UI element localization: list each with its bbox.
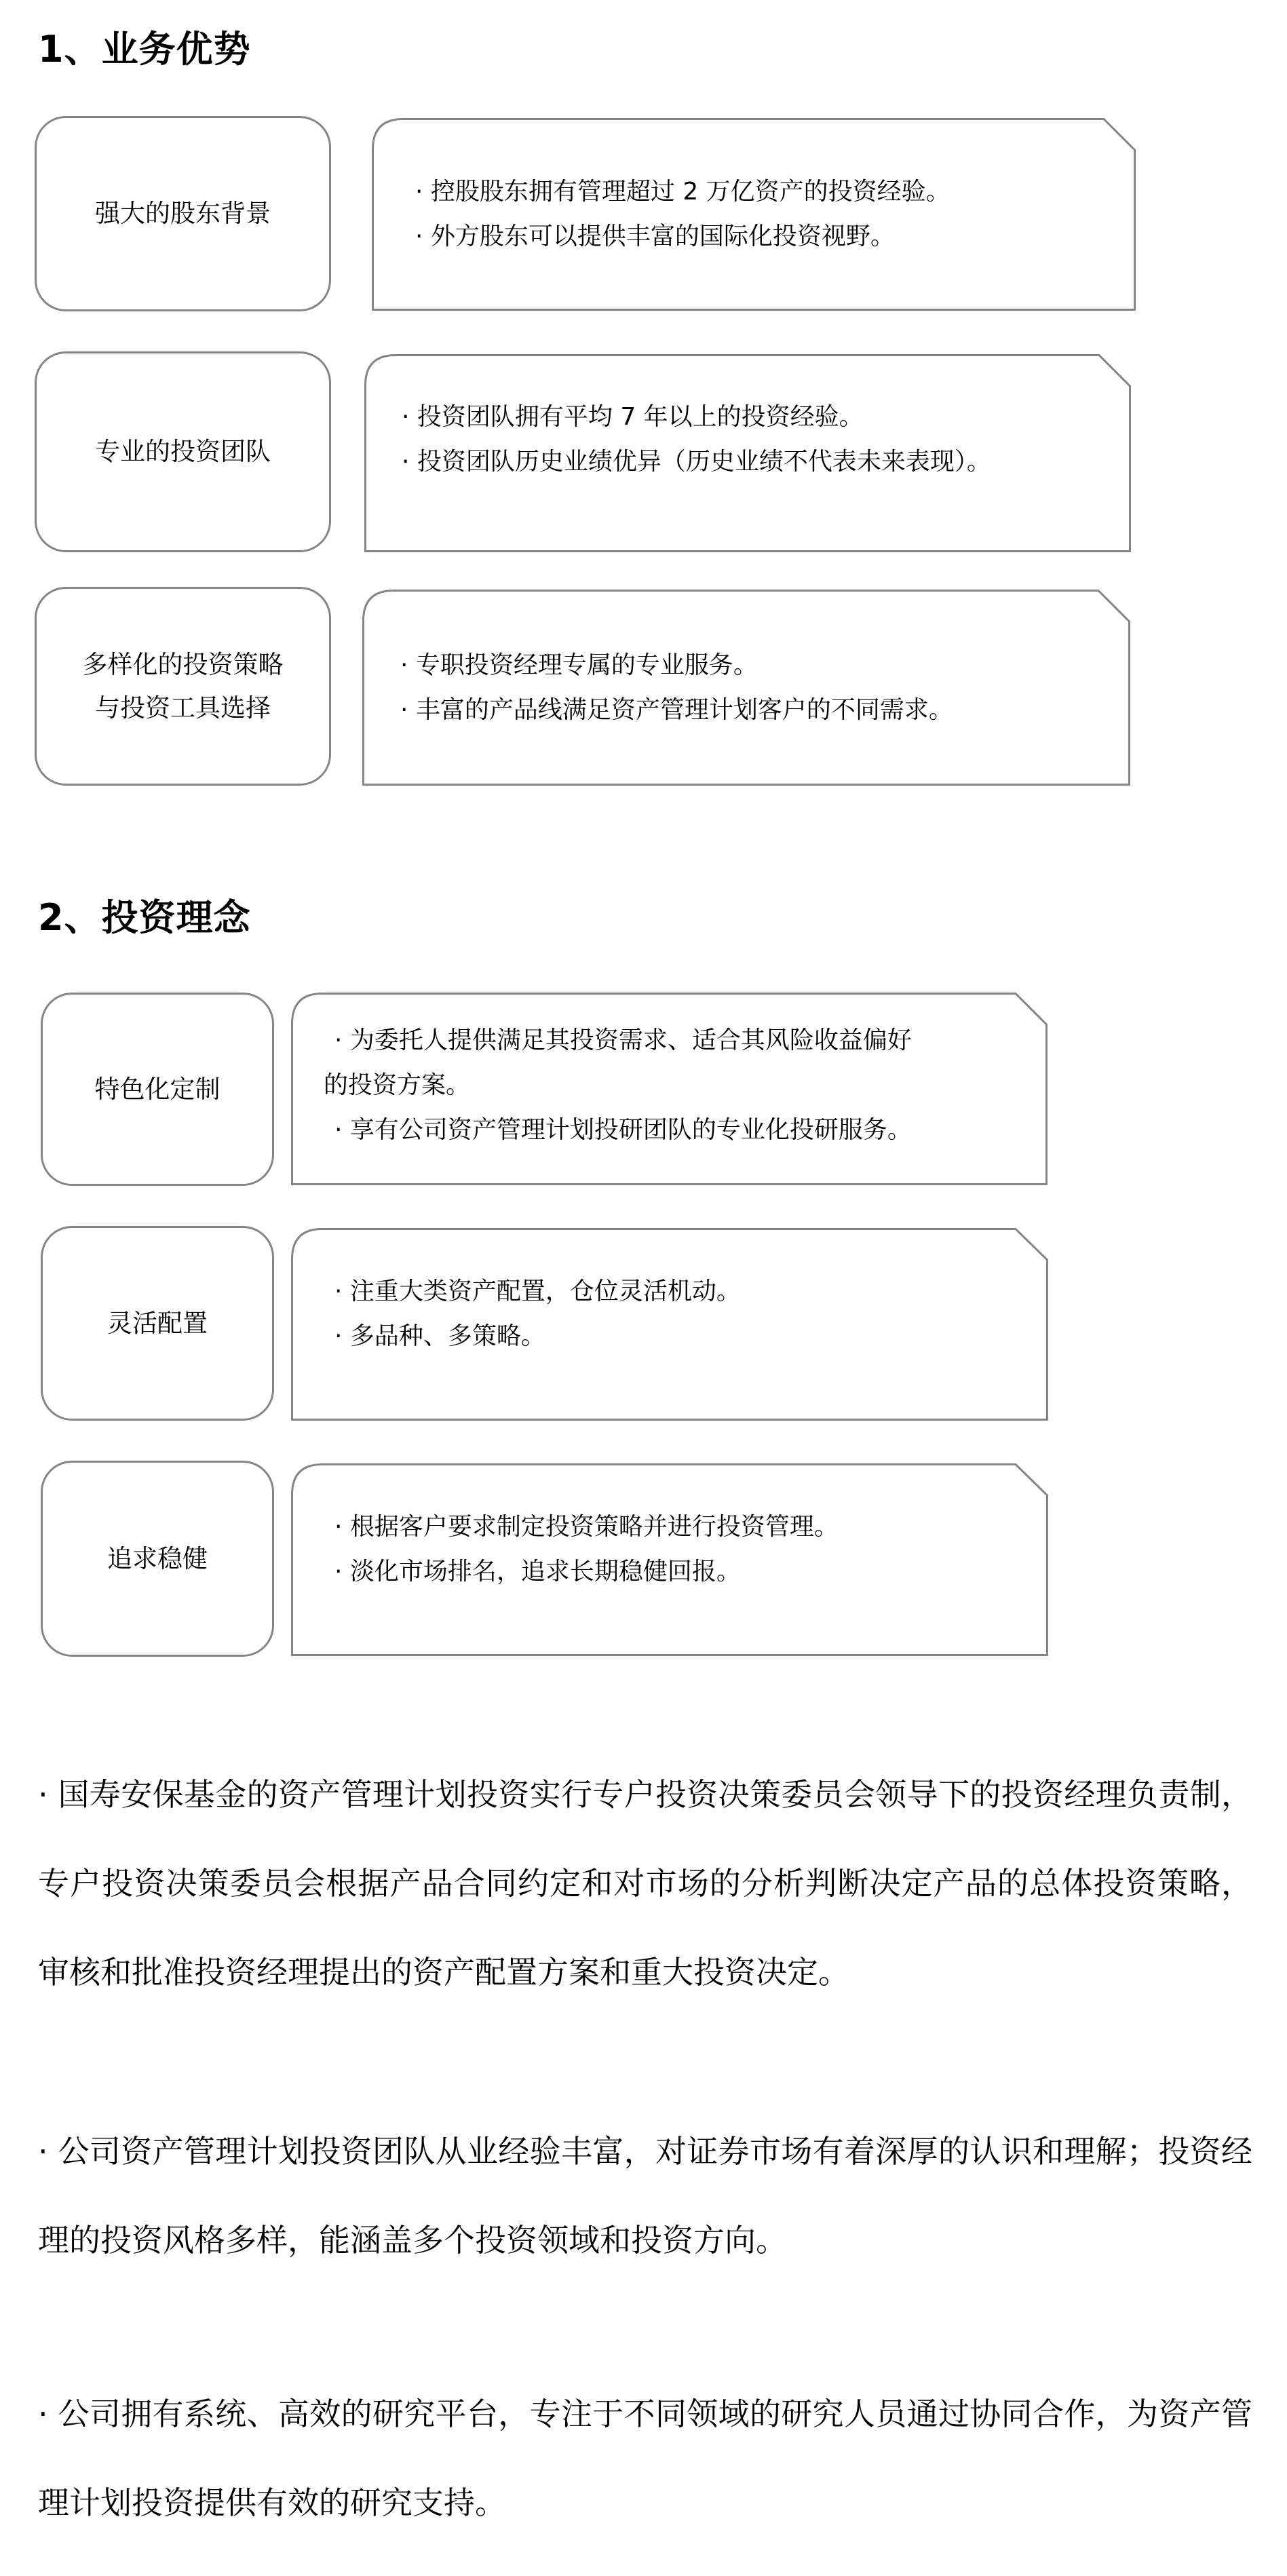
paragraph-research-platform: · 公司拥有系统、高效的研究平台，专注于不同领域的研究人员通过协同合作，为资产管理计划投资提供有效的研究支持。 [38, 2396, 1252, 2521]
label-card-stable-pursuit [41, 1461, 274, 1657]
bullet-line: · 外方股东可以提供丰富的国际化投资视野。 [415, 223, 895, 250]
label-card-flexible-allocation [41, 1226, 274, 1421]
bullet-line: · 专职投资经理专属的专业服务。 [400, 651, 758, 679]
card-label-line-2: 与投资工具选择 [95, 693, 271, 723]
paragraph-team-experience: · 公司资产管理计划投资团队从业经验丰富，对证券市场有着深厚的认识和理解；投资经理的投资风格多样，能涵盖多个投资领域和投资方向。 [38, 2133, 1252, 2258]
label-card-shareholder-background [35, 116, 331, 311]
card-label-line-1: 多样化的投资策略 [82, 649, 284, 679]
bullet-line: · 多品种、多策略。 [334, 1322, 545, 1350]
desc-card-flexible-allocation [291, 1228, 1048, 1421]
section-1-title: 1、业务优势 [38, 28, 251, 71]
label-card-diversified-strategy [35, 587, 331, 786]
desc-card-investment-team [364, 354, 1131, 552]
card-label: 追求稳健 [107, 1543, 208, 1573]
bullet-line: · 根据客户要求制定投资策略并进行投资管理。 [334, 1513, 839, 1541]
paragraph-investment-decision: · 国寿安保基金的资产管理计划投资实行专户投资决策委员会领导下的投资经理负责制，专户投资决策委员会根据产品合同约定和对市场的分析判断决定产品的总体投资策略，审核和批准投资经理提出的资产配置方案和重大投资决定。 [38, 1776, 1252, 1991]
card-label: 专业的投资团队 [95, 437, 271, 466]
desc-card-customization [291, 993, 1048, 1185]
card-label: 强大的股东背景 [95, 199, 271, 228]
label-card-customization [41, 993, 274, 1186]
bullet-line: · 投资团队拥有平均 7 年以上的投资经验。 [402, 403, 864, 431]
bullet-line: · 丰富的产品线满足资产管理计划客户的不同需求。 [400, 695, 953, 724]
bullet-line: · 控股股东拥有管理超过 2 万亿资产的投资经验。 [415, 178, 950, 206]
label-card-investment-team [35, 351, 331, 552]
desc-card-stable-pursuit [291, 1463, 1048, 1656]
desc-card-diversified-strategy [362, 590, 1130, 786]
card-label: 灵活配置 [107, 1308, 208, 1338]
card-label: 特色化定制 [94, 1074, 220, 1104]
bullet-line: · 投资团队历史业绩优异（历史业绩不代表未来表现）。 [402, 448, 991, 476]
bullet-line-continuation: 的投资方案。 [324, 1071, 471, 1099]
bullet-line: · 为委托人提供满足其投资需求、适合其风险收益偏好 [334, 1026, 912, 1054]
bullet-line: · 淡化市场排名，追求长期稳健回报。 [334, 1558, 741, 1585]
bullet-line: · 享有公司资产管理计划投研团队的专业化投研服务。 [334, 1116, 912, 1144]
desc-card-shareholder-background [372, 118, 1136, 311]
section-2-title: 2、投资理念 [38, 896, 251, 939]
bullet-line: · 注重大类资产配置，仓位灵活机动。 [334, 1277, 741, 1305]
